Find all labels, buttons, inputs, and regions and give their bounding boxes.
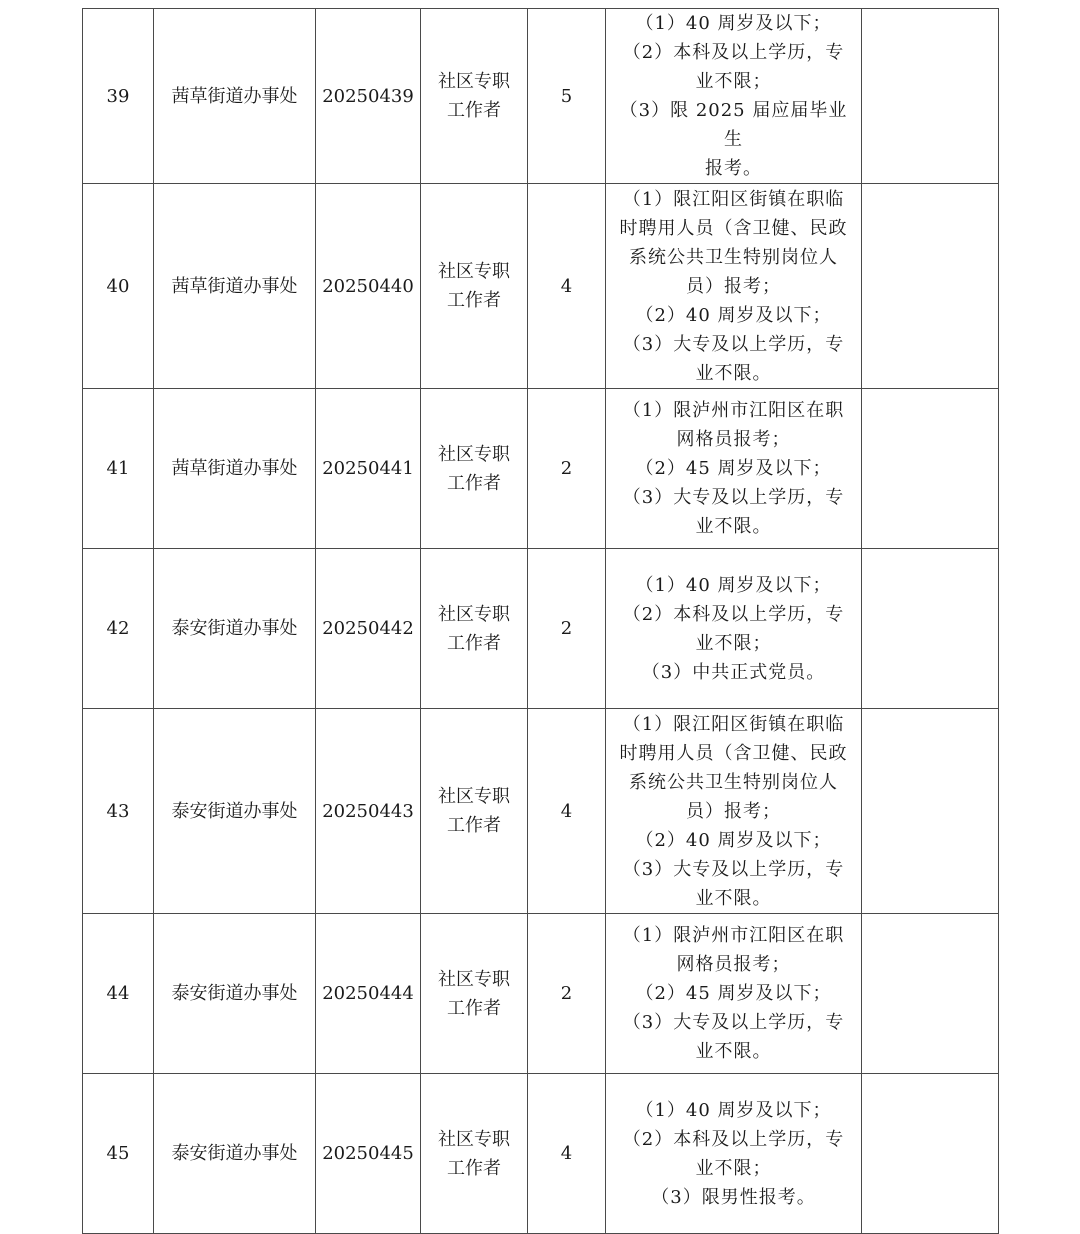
requirement-line: （1）40 周岁及以下； <box>635 574 832 596</box>
position-code: 20250442 <box>316 549 421 709</box>
requirements <box>606 709 862 914</box>
position-code: 20250443 <box>316 709 421 914</box>
requirement-line: （3）限 2025 届应届毕业生 <box>619 100 848 150</box>
requirement-line: 业不限。 <box>695 362 772 384</box>
table-row <box>83 9 999 184</box>
hiring-unit: 泰安街道办事处 <box>154 914 316 1074</box>
row-number: 39 <box>83 9 154 184</box>
requirement-line: （3）限男性报考。 <box>651 1186 816 1208</box>
requirement-line: （3）中共正式党员。 <box>641 661 826 683</box>
remarks <box>862 1074 999 1234</box>
hiring-unit: 泰安街道办事处 <box>154 549 316 709</box>
requirement-line: 业不限； <box>695 1157 772 1179</box>
requirement-line: （1）限江阳区街镇在职临 <box>622 188 845 210</box>
position-code: 20250439 <box>316 9 421 184</box>
job-table-page <box>82 8 998 1234</box>
requirement-line: 员）报考； <box>686 275 781 297</box>
position-name-line: 工作者 <box>447 472 501 494</box>
hiring-unit: 泰安街道办事处 <box>154 1074 316 1234</box>
position-name-line: 工作者 <box>447 632 501 654</box>
requirement-line: （2）本科及以上学历，专 <box>622 42 845 63</box>
row-number: 42 <box>83 549 154 709</box>
requirement-line: 系统公共卫生特别岗位人 <box>629 246 838 268</box>
requirement-line: 网格员报考； <box>676 954 791 975</box>
requirement-line: 网格员报考； <box>676 429 791 450</box>
position-name <box>421 9 528 184</box>
position-name-line: 工作者 <box>447 290 501 311</box>
requirement-line: 业不限。 <box>695 1041 772 1062</box>
hiring-count: 2 <box>528 389 606 549</box>
requirement-line: 时聘用人员（含卫健、民政 <box>619 742 848 764</box>
row-number: 41 <box>83 389 154 549</box>
hiring-count: 5 <box>528 9 606 184</box>
hiring-unit: 泰安街道办事处 <box>154 709 316 914</box>
row-number: 45 <box>83 1074 154 1234</box>
position-name-line: 工作者 <box>447 1157 501 1179</box>
position-name-line: 社区专职 <box>438 443 510 465</box>
table-row <box>83 914 999 1074</box>
requirement-line: （2）40 周岁及以下； <box>635 304 832 326</box>
job-positions-table <box>82 8 999 1234</box>
remarks <box>862 914 999 1074</box>
position-name-line: 社区专职 <box>438 1128 510 1150</box>
requirement-line: （2）本科及以上学历，专 <box>622 603 845 625</box>
hiring-unit: 茜草街道办事处 <box>154 389 316 549</box>
requirement-line: （1）40 周岁及以下； <box>635 13 832 34</box>
table-row <box>83 389 999 549</box>
position-code: 20250440 <box>316 184 421 389</box>
requirements <box>606 1074 862 1234</box>
hiring-count: 4 <box>528 1074 606 1234</box>
table-row <box>83 184 999 389</box>
position-code: 20250444 <box>316 914 421 1074</box>
table-row <box>83 709 999 914</box>
hiring-unit: 茜草街道办事处 <box>154 184 316 389</box>
position-name <box>421 549 528 709</box>
requirement-line: （2）本科及以上学历，专 <box>622 1128 845 1150</box>
requirement-line: （1）限泸州市江阳区在职 <box>622 400 845 421</box>
requirement-line: （1）限泸州市江阳区在职 <box>622 925 845 946</box>
requirement-line: 业不限。 <box>695 516 772 537</box>
position-name-line: 社区专职 <box>438 786 510 807</box>
hiring-unit: 茜草街道办事处 <box>154 9 316 184</box>
position-name <box>421 184 528 389</box>
remarks <box>862 184 999 389</box>
requirement-line: （3）大专及以上学历，专 <box>622 333 845 355</box>
position-code: 20250445 <box>316 1074 421 1234</box>
position-name <box>421 914 528 1074</box>
hiring-count: 4 <box>528 709 606 914</box>
requirement-line: （2）45 周岁及以下； <box>635 458 832 479</box>
table-row <box>83 549 999 709</box>
requirement-line: 系统公共卫生特别岗位人 <box>629 771 838 793</box>
position-name-line: 工作者 <box>447 815 501 836</box>
requirement-line: （2）40 周岁及以下； <box>635 829 832 851</box>
requirement-line: 员）报考； <box>686 800 781 822</box>
hiring-count: 2 <box>528 549 606 709</box>
remarks <box>862 389 999 549</box>
requirement-line: （1）40 周岁及以下； <box>635 1099 832 1121</box>
position-name <box>421 709 528 914</box>
requirements <box>606 389 862 549</box>
remarks <box>862 9 999 184</box>
position-name <box>421 389 528 549</box>
remarks <box>862 709 999 914</box>
position-name-line: 社区专职 <box>438 261 510 282</box>
requirements <box>606 549 862 709</box>
requirements <box>606 184 862 389</box>
requirement-line: 业不限。 <box>695 887 772 909</box>
requirement-line: 时聘用人员（含卫健、民政 <box>619 217 848 239</box>
position-name-line: 社区专职 <box>438 968 510 990</box>
requirement-line: 报考。 <box>705 158 762 179</box>
remarks <box>862 549 999 709</box>
table-row <box>83 1074 999 1234</box>
position-name <box>421 1074 528 1234</box>
position-name-line: 工作者 <box>447 100 501 121</box>
hiring-count: 4 <box>528 184 606 389</box>
requirements <box>606 914 862 1074</box>
position-name-line: 社区专职 <box>438 71 510 92</box>
requirements <box>606 9 862 184</box>
position-code: 20250441 <box>316 389 421 549</box>
requirement-line: 业不限； <box>695 632 772 654</box>
requirement-line: （1）限江阳区街镇在职临 <box>622 713 845 735</box>
requirement-line: （3）大专及以上学历，专 <box>622 858 845 880</box>
row-number: 44 <box>83 914 154 1074</box>
position-name-line: 社区专职 <box>438 603 510 625</box>
requirement-line: 业不限； <box>695 71 772 92</box>
row-number: 43 <box>83 709 154 914</box>
row-number: 40 <box>83 184 154 389</box>
hiring-count: 2 <box>528 914 606 1074</box>
position-name-line: 工作者 <box>447 997 501 1019</box>
requirement-line: （3）大专及以上学历，专 <box>622 1012 845 1033</box>
requirement-line: （3）大专及以上学历，专 <box>622 487 845 508</box>
requirement-line: （2）45 周岁及以下； <box>635 983 832 1004</box>
